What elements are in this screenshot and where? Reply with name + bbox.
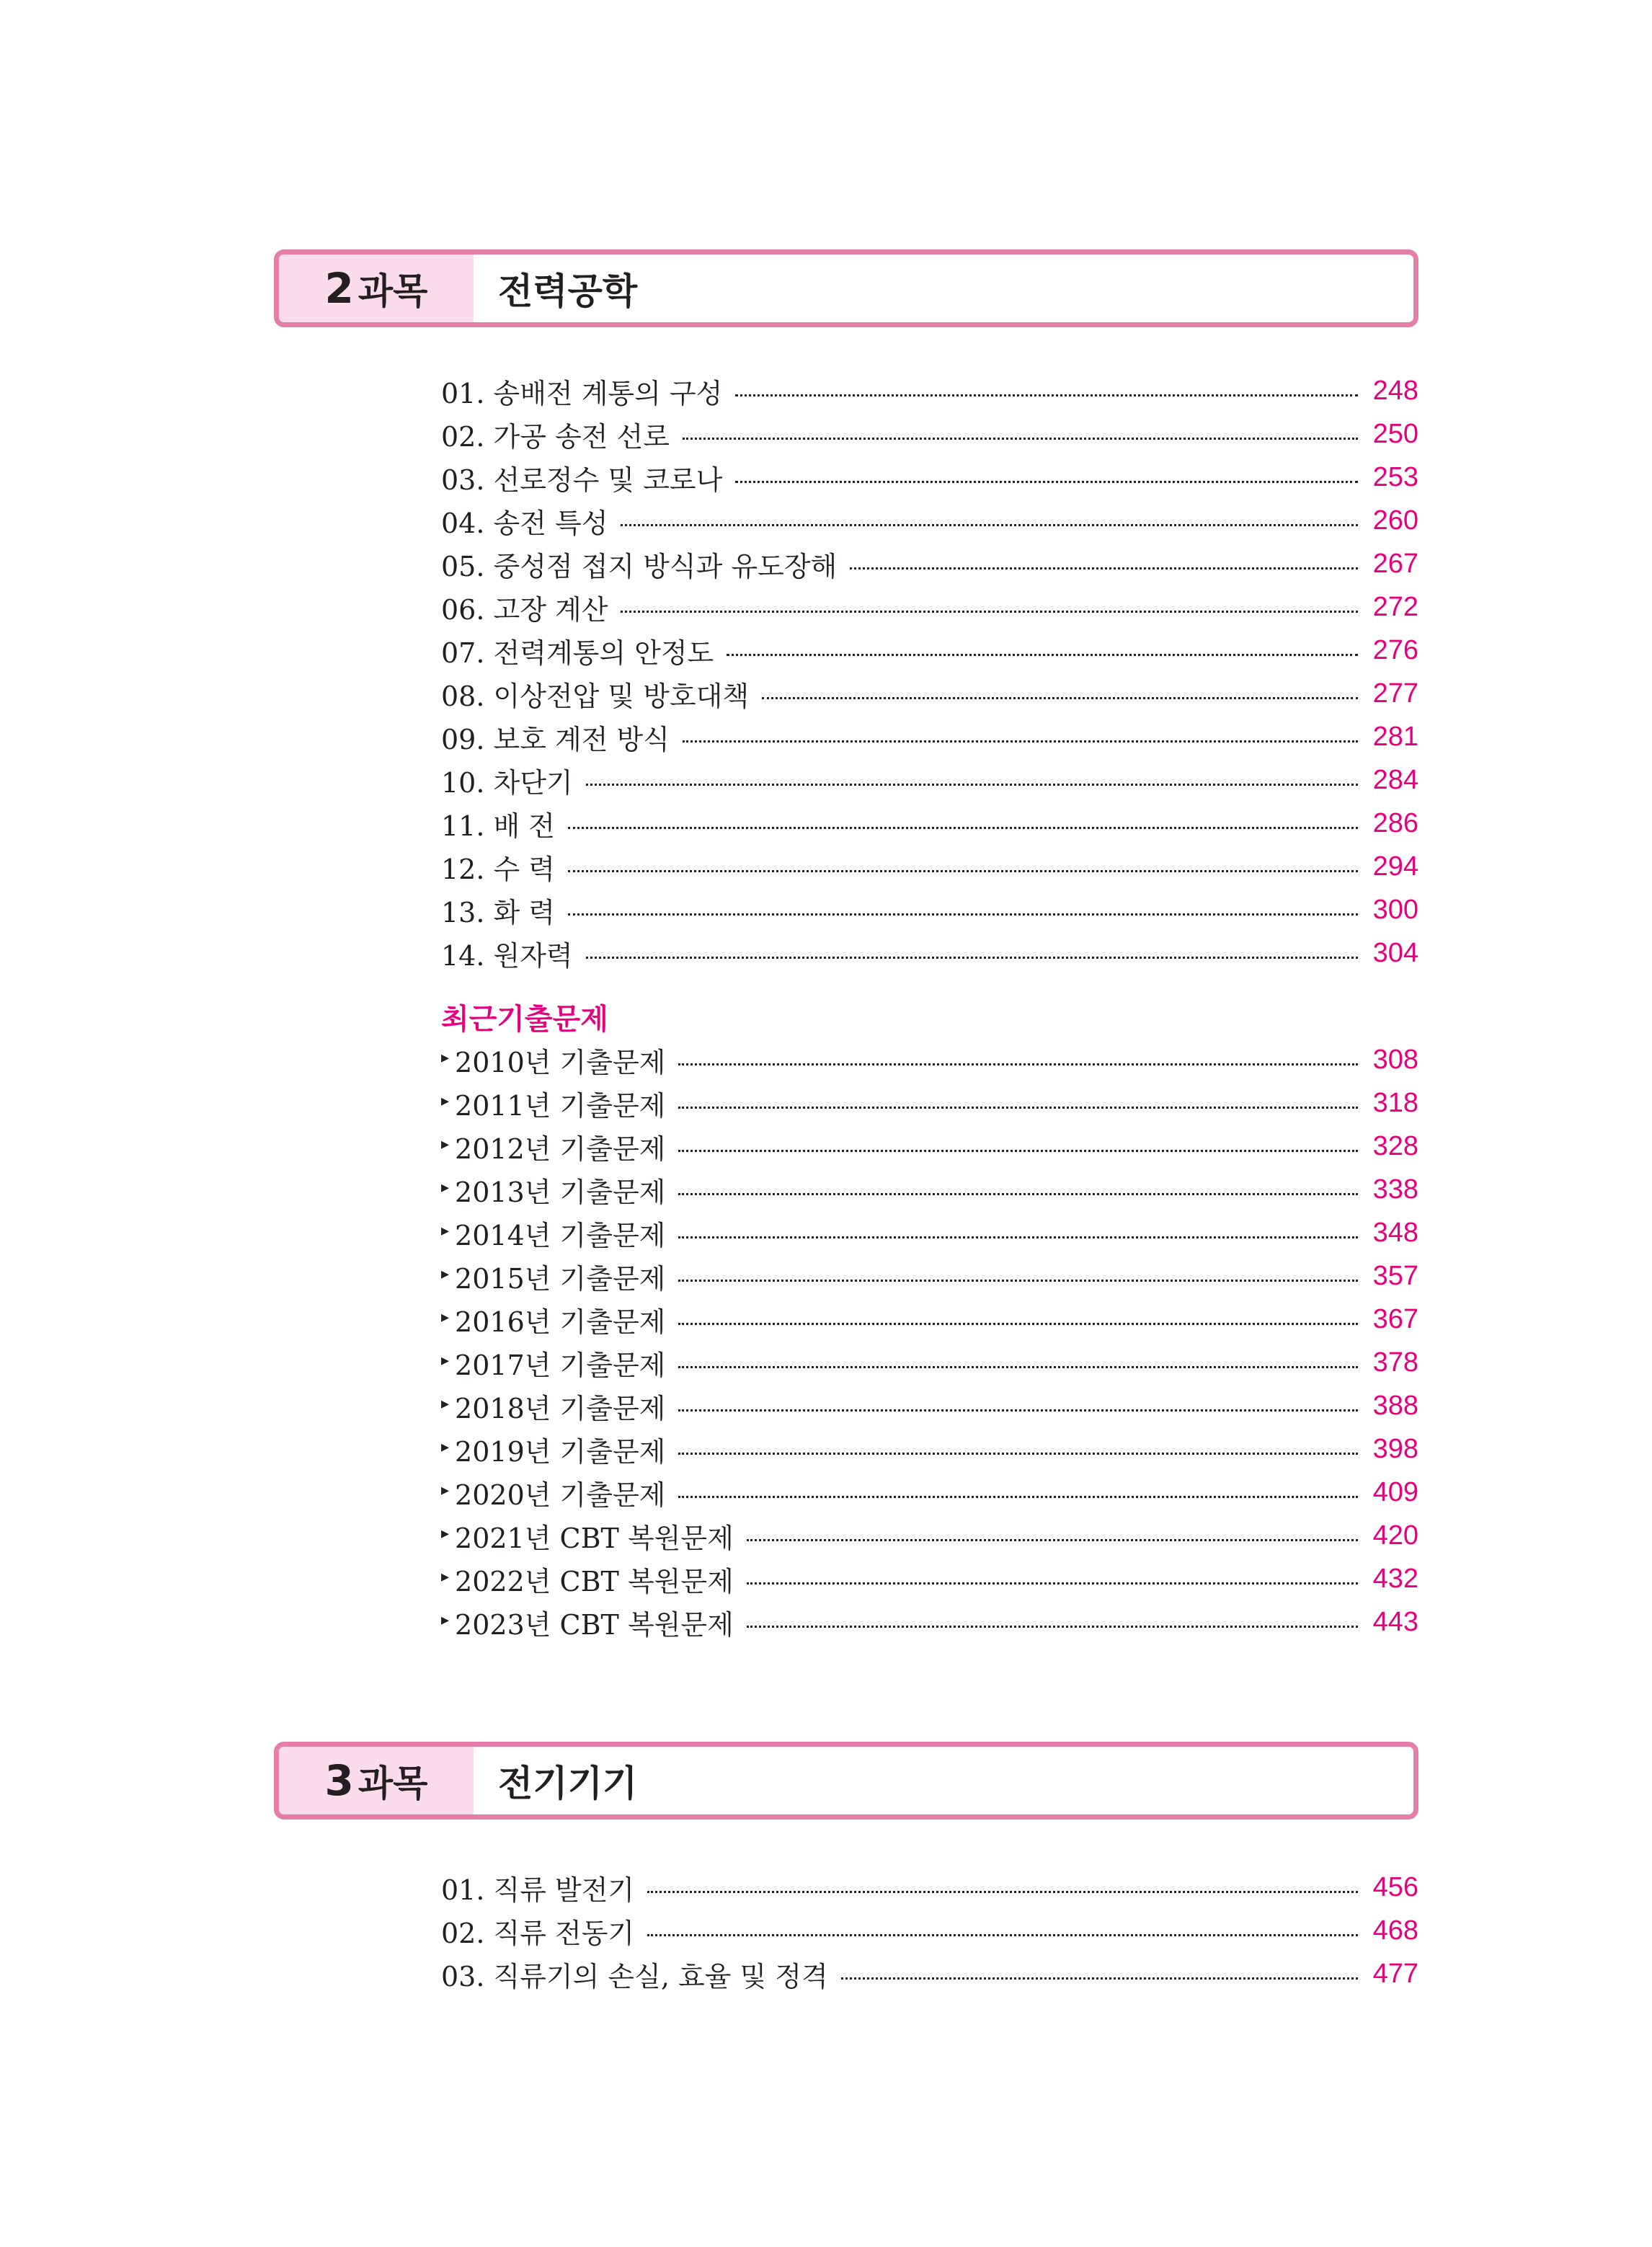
toc-entry-title: 13. 화 력 xyxy=(441,896,556,929)
toc-entry[interactable] xyxy=(441,1125,1418,1168)
toc-entry[interactable] xyxy=(441,1514,1418,1557)
bullet-arrow-icon: ▸ xyxy=(441,1048,450,1067)
toc-entry-title: 02. 가공 송전 선로 xyxy=(441,420,670,453)
section-2-header xyxy=(274,249,1418,327)
toc-entry[interactable] xyxy=(441,1427,1418,1471)
toc-entry-page: 272 xyxy=(1372,591,1418,622)
dot-leader xyxy=(762,697,1358,699)
toc-entry-page: 267 xyxy=(1372,548,1418,579)
toc-entry[interactable] xyxy=(441,585,1418,629)
section-2-label xyxy=(279,254,474,322)
dot-leader xyxy=(735,394,1358,396)
dot-leader xyxy=(568,870,1358,872)
toc-entry[interactable] xyxy=(441,672,1418,715)
section-3-toc xyxy=(441,1866,1418,1995)
dot-leader xyxy=(678,1409,1358,1411)
toc-entry-title: 2019년 기출문제 xyxy=(455,1435,666,1468)
section-2-toc xyxy=(441,369,1418,975)
recent-exams-heading: 최근기출문제 xyxy=(441,1002,608,1036)
dot-leader xyxy=(678,1063,1358,1065)
toc-entry-title: 07. 전력계통의 안정도 xyxy=(441,637,714,669)
bullet-arrow-icon: ▸ xyxy=(441,1567,450,1586)
dot-leader xyxy=(747,1626,1358,1628)
toc-entry-title: 10. 차단기 xyxy=(441,766,573,799)
dot-leader xyxy=(678,1366,1358,1368)
section-3-header xyxy=(274,1742,1418,1820)
toc-entry-title: 2018년 기출문제 xyxy=(455,1392,666,1424)
toc-entry[interactable] xyxy=(441,888,1418,931)
toc-entry-page: 420 xyxy=(1372,1520,1418,1551)
toc-entry[interactable] xyxy=(441,542,1418,585)
dot-leader xyxy=(678,1496,1358,1498)
toc-entry-page: 468 xyxy=(1372,1915,1418,1946)
toc-entry[interactable] xyxy=(441,1909,1418,1952)
bullet-arrow-icon: ▸ xyxy=(441,1394,450,1413)
toc-entry[interactable] xyxy=(441,412,1418,456)
toc-entry-title: 2015년 기출문제 xyxy=(455,1262,666,1295)
toc-entry-page: 281 xyxy=(1372,721,1418,752)
toc-entry-page: 277 xyxy=(1372,678,1418,709)
toc-entry-title: 2013년 기출문제 xyxy=(455,1176,666,1208)
toc-entry[interactable] xyxy=(441,715,1418,758)
dot-leader xyxy=(678,1280,1358,1282)
toc-entry-title: 11. 배 전 xyxy=(441,810,556,842)
toc-entry-title: 14. 원자력 xyxy=(441,939,573,972)
bullet-arrow-icon: ▸ xyxy=(441,1610,450,1629)
toc-entry-page: 260 xyxy=(1372,505,1418,536)
bullet-arrow-icon: ▸ xyxy=(441,1308,450,1326)
toc-entry[interactable] xyxy=(441,629,1418,672)
toc-entry-page: 456 xyxy=(1372,1871,1418,1902)
toc-entry-title: 2017년 기출문제 xyxy=(455,1349,666,1381)
toc-entry-page: 328 xyxy=(1372,1130,1418,1161)
dot-leader xyxy=(647,1934,1358,1936)
toc-entry-title: 03. 직류기의 손실, 효율 및 정격 xyxy=(441,1960,828,1993)
dot-leader xyxy=(850,567,1358,569)
bullet-arrow-icon: ▸ xyxy=(441,1481,450,1499)
dot-leader xyxy=(586,957,1358,959)
bullet-arrow-icon: ▸ xyxy=(441,1524,450,1543)
toc-entry[interactable] xyxy=(441,1866,1418,1909)
toc-entry-title: 2010년 기출문제 xyxy=(455,1046,666,1078)
toc-entry[interactable] xyxy=(441,1600,1418,1644)
section-3-number: 3 xyxy=(324,1756,354,1805)
toc-entry-page: 477 xyxy=(1372,1958,1418,1989)
toc-entry[interactable] xyxy=(441,758,1418,802)
toc-entry[interactable] xyxy=(441,802,1418,845)
section-3-title: 전기기기 xyxy=(498,1763,638,1804)
toc-entry-page: 318 xyxy=(1372,1087,1418,1118)
toc-entry[interactable] xyxy=(441,1471,1418,1514)
toc-entry-page: 294 xyxy=(1372,851,1418,882)
toc-entry[interactable] xyxy=(441,369,1418,412)
toc-entry-title: 2012년 기출문제 xyxy=(455,1133,666,1165)
toc-entry-title: 2014년 기출문제 xyxy=(455,1219,666,1251)
toc-entry-title: 05. 중성점 접지 방식과 유도장해 xyxy=(441,550,838,582)
bullet-arrow-icon: ▸ xyxy=(441,1351,450,1370)
bullet-arrow-icon: ▸ xyxy=(441,1221,450,1240)
toc-entry-page: 357 xyxy=(1372,1260,1418,1291)
dot-leader xyxy=(735,481,1358,483)
toc-entry-page: 253 xyxy=(1372,461,1418,492)
toc-entry[interactable] xyxy=(441,1952,1418,1995)
dot-leader xyxy=(747,1582,1358,1585)
toc-entry[interactable] xyxy=(441,456,1418,499)
toc-entry[interactable] xyxy=(441,1168,1418,1211)
toc-entry[interactable] xyxy=(441,1038,1418,1081)
toc-entry[interactable] xyxy=(441,1254,1418,1298)
dot-leader xyxy=(683,740,1358,743)
toc-entry-page: 348 xyxy=(1372,1217,1418,1248)
dot-leader xyxy=(568,827,1358,829)
toc-entry[interactable] xyxy=(441,845,1418,888)
dot-leader xyxy=(621,524,1358,526)
dot-leader xyxy=(727,654,1358,656)
toc-entry-title: 08. 이상전압 및 방호대책 xyxy=(441,680,750,712)
toc-entry-title: 01. 송배전 계통의 구성 xyxy=(441,377,723,409)
bullet-arrow-icon: ▸ xyxy=(441,1091,450,1110)
toc-entry-page: 250 xyxy=(1372,418,1418,449)
toc-entry-title: 2021년 CBT 복원문제 xyxy=(455,1522,734,1554)
toc-entry-title: 12. 수 력 xyxy=(441,853,556,885)
section-3-label-text: 과목 xyxy=(358,1763,428,1804)
toc-entry-page: 308 xyxy=(1372,1044,1418,1075)
toc-entry-title: 09. 보호 계전 방식 xyxy=(441,723,670,755)
bullet-arrow-icon: ▸ xyxy=(441,1437,450,1456)
section-3-label xyxy=(279,1747,474,1814)
toc-entry[interactable] xyxy=(441,1081,1418,1125)
dot-leader xyxy=(621,611,1358,613)
dot-leader xyxy=(683,438,1358,440)
toc-entry[interactable] xyxy=(441,1341,1418,1384)
dot-leader xyxy=(678,1453,1358,1455)
bullet-arrow-icon: ▸ xyxy=(441,1135,450,1153)
section-2-title: 전력공학 xyxy=(498,270,638,312)
toc-entry-title: 2022년 CBT 복원문제 xyxy=(455,1565,734,1597)
dot-leader xyxy=(568,913,1358,916)
dot-leader xyxy=(678,1236,1358,1238)
toc-entry-page: 304 xyxy=(1372,937,1418,968)
toc-entry-title: 06. 고장 계산 xyxy=(441,593,608,626)
toc-entry-page: 367 xyxy=(1372,1303,1418,1334)
toc-entry-title: 2011년 기출문제 xyxy=(455,1089,666,1122)
dot-leader xyxy=(678,1193,1358,1195)
toc-entry-title: 03. 선로정수 및 코로나 xyxy=(441,464,723,496)
bullet-arrow-icon: ▸ xyxy=(441,1264,450,1283)
section-2-label-text: 과목 xyxy=(358,270,428,312)
dot-leader xyxy=(678,1107,1358,1109)
toc-entry-page: 276 xyxy=(1372,634,1418,665)
section-2-number: 2 xyxy=(324,264,354,313)
recent-exams-toc xyxy=(441,1038,1418,1644)
toc-entry-page: 388 xyxy=(1372,1390,1418,1421)
toc-entry-title: 2023년 CBT 복원문제 xyxy=(455,1608,734,1641)
dot-leader xyxy=(747,1539,1358,1541)
toc-entry-page: 300 xyxy=(1372,894,1418,925)
toc-entry-page: 286 xyxy=(1372,807,1418,838)
toc-entry[interactable] xyxy=(441,1298,1418,1341)
toc-entry-title: 04. 송전 특성 xyxy=(441,507,608,539)
toc-entry[interactable] xyxy=(441,499,1418,542)
bullet-arrow-icon: ▸ xyxy=(441,1178,450,1197)
toc-entry-title: 01. 직류 발전기 xyxy=(441,1874,635,1906)
toc-entry-page: 443 xyxy=(1372,1606,1418,1637)
toc-entry-page: 378 xyxy=(1372,1347,1418,1378)
toc-entry-title: 02. 직류 전동기 xyxy=(441,1917,635,1949)
toc-entry[interactable] xyxy=(441,1557,1418,1600)
toc-entry-page: 409 xyxy=(1372,1476,1418,1507)
toc-entry[interactable] xyxy=(441,1384,1418,1427)
toc-entry-title: 2016년 기출문제 xyxy=(455,1306,666,1338)
toc-entry-title: 2020년 기출문제 xyxy=(455,1479,666,1511)
toc-entry-page: 248 xyxy=(1372,375,1418,406)
dot-leader xyxy=(841,1977,1358,1980)
toc-entry-page: 432 xyxy=(1372,1563,1418,1594)
dot-leader xyxy=(678,1323,1358,1325)
toc-entry[interactable] xyxy=(441,1211,1418,1254)
toc-entry-page: 338 xyxy=(1372,1174,1418,1205)
toc-entry[interactable] xyxy=(441,931,1418,975)
dot-leader xyxy=(678,1150,1358,1152)
toc-entry-page: 398 xyxy=(1372,1433,1418,1464)
dot-leader xyxy=(647,1891,1358,1893)
dot-leader xyxy=(586,784,1358,786)
toc-entry-page: 284 xyxy=(1372,764,1418,795)
